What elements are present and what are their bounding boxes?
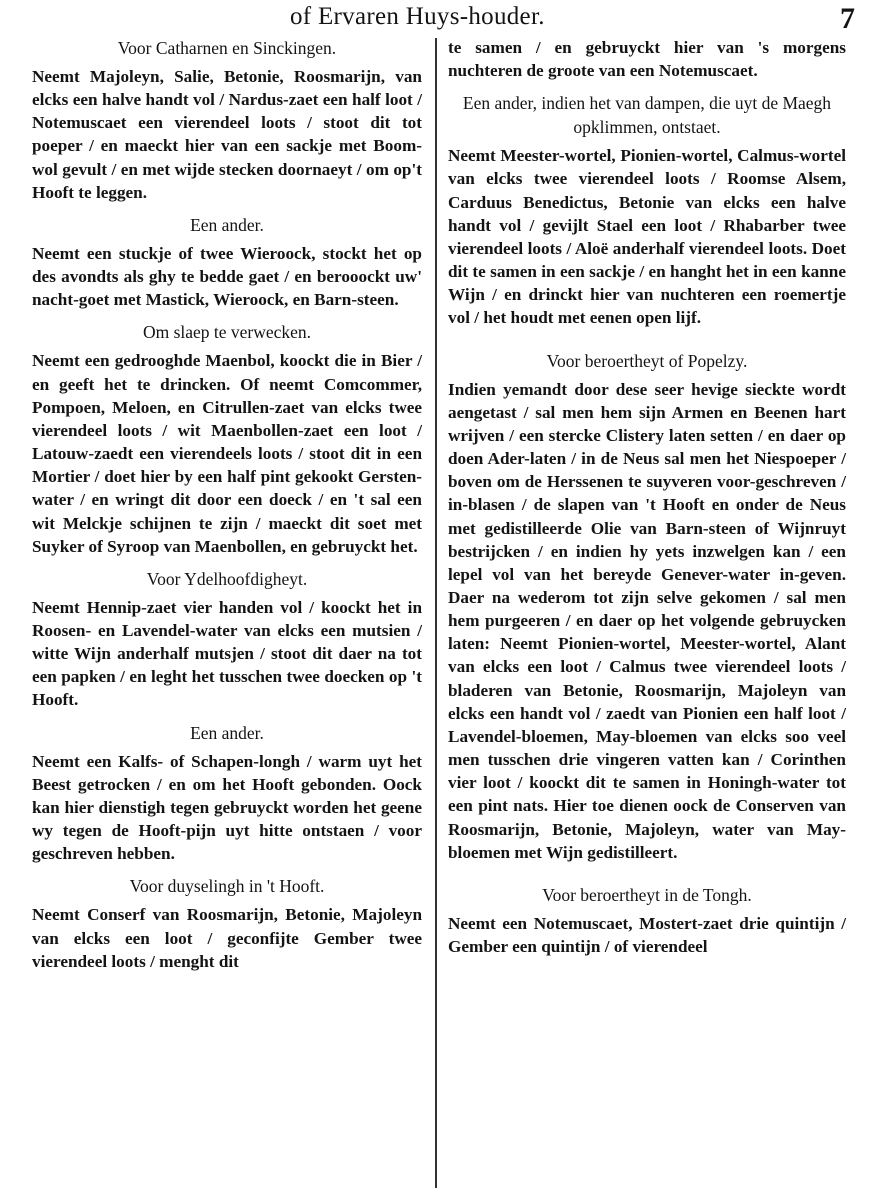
recipe-text: Neemt Conserf van Roosmarijn, Betonie, Majoleyn van elcks een loot / geconfijte Gember twee vierendeel loots / menght dit: [32, 905, 422, 971]
right-column: [448, 36, 846, 967]
recipe-text: Neemt Hennip-zaet vier handen vol / koockt het in Roosen- en Lavendel-water van elcks een mutsien / witte Wijn anderhalf mutsjen / stoot dit daer na tot een papken / en leght het tusschen twee doecken op 't Hooft.: [32, 597, 422, 710]
running-title: of Ervaren Huys-houder.: [290, 3, 545, 30]
section-heading: Een ander.: [190, 214, 264, 235]
left-column: [32, 36, 422, 982]
section-heading: Een ander, indien het van dampen, die uyt de Maegh opklimmen, ontstaet.: [462, 93, 832, 138]
recipe-text: Neemt Majoleyn, Salie, Betonie, Roosmarijn, van elcks een halve handt vol / Nardus-zaet een half loot / Notemuscaet een vierendeel loots / stoot dit tot poeper / en maeckt hier van een sackje met Boom-wol gevult / en met wijde stecken doornaeyt / om op't Hooft te leggen.: [32, 67, 422, 202]
recipe-text-continued: te samen / en gebruyckt hier van 's morgens nuchteren de groote van een Notemuscaet.: [448, 38, 846, 81]
section-heading: Voor duyselingh in 't Hooft.: [129, 876, 325, 897]
section-heading: Voor beroertheyt in de Tongh.: [542, 884, 752, 905]
recipe-text: Neemt een Notemuscaet, Mostert-zaet drie quintijn / Gember een quintijn / of vierendeel: [448, 913, 846, 956]
section-heading: Voor Ydelhoofdigheyt.: [146, 568, 308, 589]
recipe-text: Neemt een Kalfs- of Schapen-longh / warm uyt het Beest getrocken / en om het Hooft gebonden. Oock kan hier dienstigh tegen gebruyckt worden het geene wy tegen de Hooft-pijn uyt hitte ontstaen / voor geschreven hebben.: [32, 751, 422, 864]
recipe-text: Neemt een stuckje of twee Wieroock, stockt het op des avondts als ghy te bedde gaet / en berooockt uw' nacht-goet met Mastick, Wieroock, en Barn-steen.: [32, 243, 422, 310]
recipe-text: Neemt een gedrooghde Maenbol, koockt die in Bier / en geeft het te drincken. Of neemt Comcommer, Pompoen, Meloen, en Citrullen-zaet van elcks twee vierendeel loots / wit Maenbollen-zaet een loot / Latouw-zaedt een vierendeels loots / stoot dit in een Mortier / doet hier by een half pint gekookt Gersten-water / en wringt dit door een doeck / en 't sal een wit Melckje schijnen te zijn / maeckt dit soet met Suyker of Syroop van Maenbollen, en gebruyckt het.: [32, 351, 422, 556]
section-heading: Om slaep te verwecken.: [142, 322, 312, 343]
section-heading: Voor Catharnen en Sinckingen.: [117, 38, 337, 58]
section-heading: Voor beroertheyt of Popelzy.: [546, 350, 748, 371]
column-divider: [435, 38, 437, 1188]
recipe-text: Indien yemandt door dese seer hevige sieckte wordt aengetast / sal men hem sijn Armen en Beenen hart wrijven / een stercke Clistery laten setten / en daer op doen Ader-laten / in de Neus sal men het Niespoeper / boven om de Herssenen te suyveren voor-geschreven / in-blasen / de slapen van 't Hooft en onder de Neus met gedistilleerde Olie van Barn-steen of Wijnruyt bestrijcken / en indien hy yets inzwelgen kan / een lepel vol van het bereyde Genever-water in-geven. Daer na wederom tot zijn selve gekomen / sal men hem purgeeren / en daer op het volgende gebruycken laten: Neemt Pionien-wortel, Meester-wortel, Alant van elcks een loot / Calmus twee vierendeel loots / bladeren van Betonie, Roosmarijn, Majoleyn van elcks een handt vol / zaedt van Pionien een half loot / Lavendel-bloemen, May-bloemen van elcks soo veel men tusschen drie vingeren vatten kan / Corinthen vier loot / koockt dit te samen in Honingh-water tot een pint nats. Hier toe dienen oock de Conserven van Roosmarijn, Betonie, Majoleyn, water van May-bloemen met Wijn gedistilleert.: [448, 379, 846, 862]
section-heading: Een ander.: [190, 722, 264, 743]
page-number: 7: [840, 2, 855, 35]
recipe-text: Neemt Meester-wortel, Pionien-wortel, Calmus-wortel van elcks twee vierendeel loots / Roomse Alsem, Carduus Benedictus, Betonie van elcks een halve handt vol / gevijlt Stael een loot / Rhabarber twee vierendeel loots / Aloë anderhalf vierendeel loots. Doet dit te samen in een sackje / en hanght het in een kanne Wijn / en drinckt hier van nuchteren een roemertje vol / het houdt met eenen open lijf.: [448, 146, 846, 328]
